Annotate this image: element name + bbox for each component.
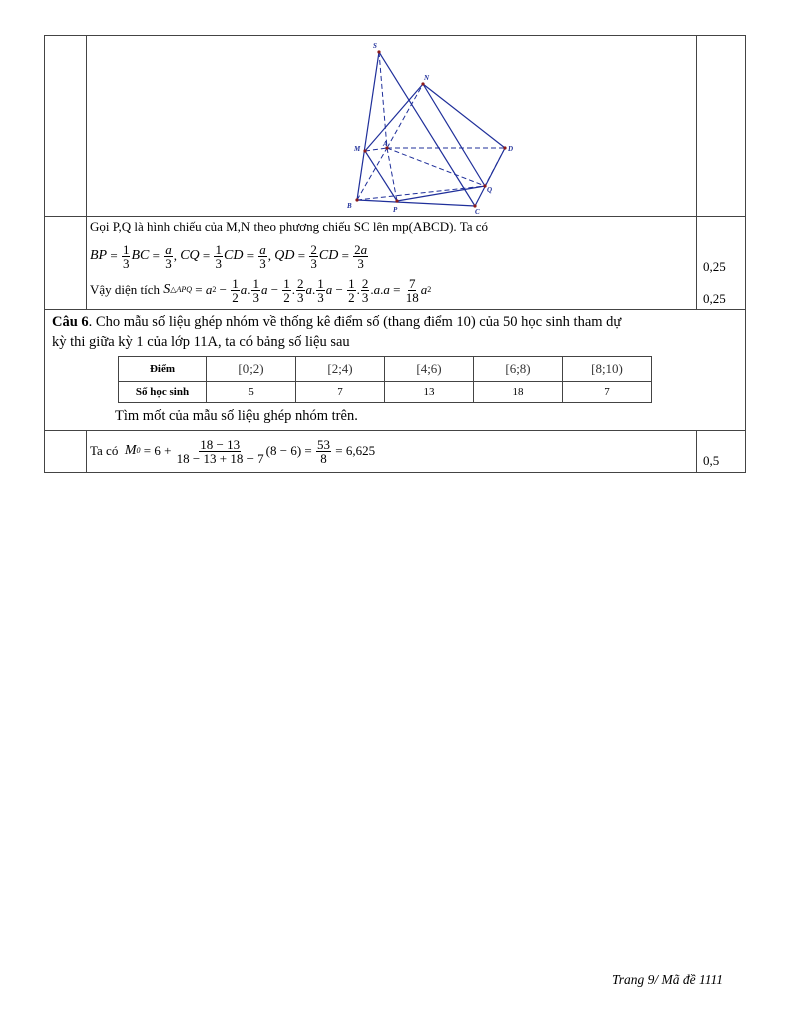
vertex-label-q: Q	[487, 186, 493, 194]
pyramid-diagram	[309, 38, 514, 218]
frequency-table	[118, 356, 652, 403]
solution5-score-2: 0,25	[703, 291, 726, 306]
count-cell: 18	[474, 382, 563, 403]
frequency-table-row-counts	[119, 382, 652, 403]
vertex-label-n: N	[424, 74, 430, 82]
answer-table	[44, 35, 746, 473]
solution6-score: 0,5	[703, 453, 720, 468]
vertex-label-b: B	[347, 202, 352, 210]
solution5-line3-prefix: Vậy diện tích	[90, 282, 161, 297]
count-cell: 7	[296, 382, 385, 403]
count-cell: 7	[563, 382, 652, 403]
count-cell: 13	[385, 382, 474, 403]
solution6-prefix: Ta có	[90, 443, 119, 458]
vertex-label-c: C	[475, 208, 480, 216]
interval-cell: [4;6)	[385, 357, 474, 382]
question6-task: Tìm mốt của mẫu số liệu ghép nhóm trên.	[115, 408, 358, 424]
solution6-formula: Ta có M 0 = 6 + $\frac{18 - 13}{18 - 13 + 18 - 7}$ (8 − 6) = $\frac{53}{8}$ = 6,625	[90, 436, 376, 466]
question6-row	[45, 310, 746, 431]
interval-cell: [2;4)	[296, 357, 385, 382]
figure-row	[45, 36, 746, 217]
question6-text2: kỳ thi giữa kỳ 1 của lớp 11A, ta có bảng số liệu sau	[52, 334, 350, 350]
page-footer: Trang 9/ Mã đề 1111	[612, 972, 723, 987]
solution5-score-1: 0,25	[703, 259, 726, 274]
interval-cell: [0;2)	[207, 357, 296, 382]
vertex-label-d: D	[508, 145, 514, 153]
solution5-line1: Gọi P,Q là hình chiếu của M,N theo phương chiếu SC lên mp(ABCD). Ta có	[90, 219, 489, 234]
vertex-label-a: A	[383, 140, 388, 148]
table-header-diem: Điểm	[119, 357, 207, 382]
table-header-so-hoc-sinh: Số học sinh	[119, 382, 207, 403]
solution6-row	[45, 431, 746, 473]
interval-cell: [6;8)	[474, 357, 563, 382]
question6-label: Câu 6	[52, 314, 89, 330]
solution5-line3: Vậy diện tích S △APQ = a 2 − $\frac{1}{2}$ a . $\frac{1}{3}$ a − $\frac{1}{2}$ . $\frac{2}{3}$ a . $\frac{1}{3}$ a − $\frac{1}{2}$ . $\frac{2}{3}$ . a . a = $\frac{7}{18}$ a 2	[90, 275, 432, 305]
interval-cell: [8;10)	[563, 357, 652, 382]
count-cell: 5	[207, 382, 296, 403]
vertex-label-m: M	[354, 145, 361, 153]
question6-text1: Câu 6. Cho mẫu số liệu ghép nhóm về thống kê điểm số (thang điểm 10) của 50 học sinh tham dự	[52, 314, 622, 330]
solution5-line2: BP = $\frac{1}{3}$ BC = $\frac{a}{3}$ , CQ = $\frac{1}{3}$ CD = $\frac{a}{3}$ , QD = $\frac{2}{3}$ CD = $\frac{2a}{3}$	[90, 241, 368, 271]
vertex-label-s: S	[373, 42, 377, 50]
frequency-table-row-intervals	[119, 357, 652, 382]
solution5-row	[45, 217, 746, 310]
pyramid-figure	[87, 36, 696, 216]
vertex-label-p: P	[393, 206, 398, 214]
